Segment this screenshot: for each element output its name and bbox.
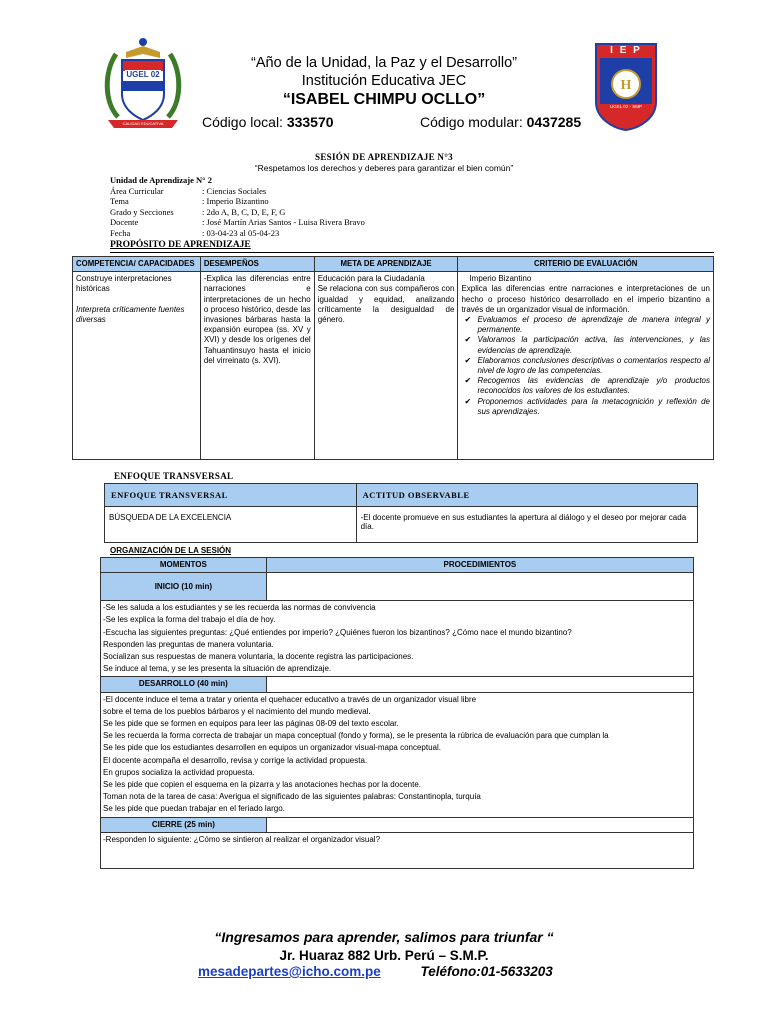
performance: -Explica las diferencias entre narraciones e interpretaciones de un hecho o proceso histórico, desde las invasiones bárbaras hasta la expansión europea (ss. XV y XVI) y desde los orígenes del Tahuantinsuyo hasta el inicio del virreinato (s. XVI). — [200, 272, 314, 460]
procedure-line: Se les recuerda la forma correcta de trabajar un mapa conceptual (fondo y forma), se le presenta la rúbrica de evaluación para que cumplan la — [103, 731, 609, 741]
competence: Construye interpretaciones históricas — [76, 274, 172, 294]
phase-start-body — [101, 601, 694, 677]
criteria-item: ✔ Evaluamos el proceso de aprendizaje de manera integral y permanente. — [477, 315, 710, 335]
organization-label: ORGANIZACIÓN DE LA SESIÓN — [110, 546, 232, 555]
procedure-line: Responden las preguntas de manera voluntaria. — [103, 639, 274, 649]
session-info — [110, 175, 365, 239]
procedure-line: -Responden lo siguiente: ¿Cómo se sintieron al realizar el organizador visual? — [103, 834, 381, 844]
phase-closing-spacer — [266, 817, 693, 832]
approach: BÚSQUEDA DE LA EXCELENCIA — [105, 507, 357, 543]
procedure-line: Toman nota de la tarea de casa: Averigua el significado de las siguientes palabras: Constantinopla, turquía — [103, 792, 481, 802]
procedure-line: -Se les explica la forma del trabajo el día de hoy. — [103, 615, 276, 625]
school-name: “ISABEL CHIMPU OCLLO” — [282, 91, 486, 108]
goal: Se relaciona con sus compañeros con igualdad y equidad, analizando críticamente la desigualdad de género. — [317, 284, 455, 325]
email-link[interactable]: mesadepartes@icho.com.pe — [198, 964, 381, 979]
header-criteria: CRITERIO DE EVALUACIÓN — [458, 257, 714, 272]
criteria-cell — [458, 272, 714, 460]
info-row: Docente : José Martín Arias Santos - Luisa Rivera Bravo — [110, 217, 365, 228]
purpose-heading: PROPÓSITO DE APRENDIZAJE — [110, 240, 251, 250]
procedure-line: El docente acompaña el desarrollo, revisa y corrige la actividad propuesta. — [103, 755, 368, 765]
svg-text:H: H — [620, 78, 632, 93]
criteria-item: ✔ Valoramos la participación activa, las intervenciones, y las evidencias de aprendizaje. — [477, 335, 710, 355]
goal-cell — [314, 272, 458, 460]
procedure-line: Se les pide que puedan trabajar en el feriado largo. — [103, 804, 285, 814]
phase-development-spacer — [266, 677, 693, 692]
phase-start: INICIO (10 min) — [101, 573, 267, 601]
code-local — [202, 114, 334, 130]
footer-contact — [198, 964, 553, 979]
procedure-line: -Se les saluda a los estudiantes y se les recuerda las normas de convivencia — [103, 603, 376, 613]
institution-name: Institución Educativa JEC — [301, 73, 467, 89]
procedure-line: Se les pide que los estudiantes desarrollen en equipos un organizador visual-mapa conceptual. — [103, 743, 441, 753]
unit-title: Unidad de Aprendizaje N° 2 — [110, 175, 212, 185]
session-title: SESIÓN DE APRENDIZAJE N°3 — [315, 152, 453, 162]
code-local-label: Código local: — [202, 114, 283, 130]
header-competence: COMPETENCIA/ CAPACIDADES — [73, 257, 201, 272]
transversal-label: ENFOQUE TRANSVERSAL — [114, 471, 234, 481]
info-row: Grado y Secciones : 2do A, B, C, D, E, F, G — [110, 206, 286, 217]
code-modular-label: Código modular: — [420, 114, 523, 130]
phase-development: DESARROLLO (40 min) — [101, 677, 267, 692]
procedure-line: Se les pide que se formen en equipos para leer las páginas 08-09 del texto escolar. — [103, 719, 399, 729]
organization-table — [100, 557, 694, 869]
header-performance: DESEMPEÑOS — [200, 257, 314, 272]
footer-slogan: “Ingresamos para aprender, salimos para triunfar “ — [214, 929, 554, 945]
procedure-line: -Escucha las siguientes preguntas: ¿Qué entiendes por imperio? ¿Quiénes fueron los bizantinos? ¿Cómo nace el mundo bizantino? — [103, 627, 572, 637]
phase-start-spacer — [266, 573, 693, 601]
footer-address: Jr. Huaraz 882 Urb. Perú – S.M.P. — [279, 948, 489, 963]
phase-closing-body — [101, 832, 694, 868]
criteria-item: ✔ Elaboramos conclusiones descriptivas o comentarios respecto al nivel de logro de las competencias. — [477, 356, 710, 376]
left-logo-ribbon: CALIDAD EDUCATIVA — [122, 121, 164, 126]
criteria-list — [461, 315, 710, 417]
competence-cell — [73, 272, 201, 460]
procedure-line: En grupos socializa la actividad propuesta. — [103, 767, 255, 777]
criteria-title: Imperio Bizantino — [469, 274, 532, 284]
info-row: Área Curricular : Ciencias Sociales — [110, 185, 267, 196]
attitude: -El docente promueve en sus estudiantes la apertura al diálogo y el deseo por mejorar cada día. — [356, 507, 697, 543]
header-procedures: PROCEDIMIENTOS — [266, 558, 693, 573]
procedure-line: -El docente induce el tema a tratar y orienta el quehacer educativo a través de un organizador visual libre — [103, 694, 477, 704]
code-modular-value: 0437285 — [526, 114, 582, 130]
right-logo-text: UGEL 02 - SMP — [609, 104, 643, 109]
divider — [110, 252, 714, 253]
right-logo-letters: I E P — [610, 45, 642, 56]
header-goal: META DE APRENDIZAJE — [314, 257, 458, 272]
session-subtitle: “Respetamos los derechos y deberes para garantizar el bien común” — [254, 163, 514, 173]
procedure-line: Socializan sus respuestas de manera voluntaria, la docente registra las participaciones. — [103, 652, 414, 662]
competence-table — [72, 256, 714, 460]
phase-closing: CIERRE (25 min) — [101, 817, 267, 832]
capacity: Interpreta críticamente fuentes diversas — [76, 304, 185, 324]
criteria-text: Explica las diferencias entre narraciones e interpretaciones de un hecho o proceso histórico desarrollado en el imperio bizantino a través de un organizador visual de información. — [461, 284, 710, 314]
goal-title: Educación para la Ciudadanía — [317, 274, 425, 284]
code-local-value: 333570 — [286, 114, 334, 130]
header-attitude: ACTITUD OBSERVABLE — [356, 484, 697, 507]
criteria-item: ✔ Recogemos las evidencias de aprendizaje y/o productos reconocidos los valores de los estudiantes. — [477, 376, 710, 396]
info-row: Tema : Imperio Bizantino — [110, 196, 269, 207]
code-modular — [420, 114, 581, 130]
procedure-line: sobre el tema de los pueblos bárbaros y el nacimiento del mundo medieval. — [103, 706, 371, 716]
phone-number: Teléfono:01-5633203 — [420, 964, 553, 979]
header-approach: ENFOQUE TRANSVERSAL — [105, 484, 357, 507]
info-row: Fecha : 03-04-23 al 05-04-23 — [110, 227, 280, 238]
phase-development-body — [101, 692, 694, 817]
procedure-line: Se induce al tema, y se les presenta la situación de aprendizaje. — [103, 664, 332, 674]
transversal-table — [104, 483, 698, 543]
procedure-line: Se les pide que copien el esquema en la pizarra y las anotaciones hechas por la docente. — [103, 780, 421, 790]
left-logo-text: UGEL 02 — [126, 70, 160, 79]
criteria-item: ✔ Proponemos actividades para la metacognición y reflexión de sus aprendizajes. — [477, 397, 710, 417]
motto: “Año de la Unidad, la Paz y el Desarrollo” — [251, 55, 517, 71]
header-moments: MOMENTOS — [101, 558, 267, 573]
